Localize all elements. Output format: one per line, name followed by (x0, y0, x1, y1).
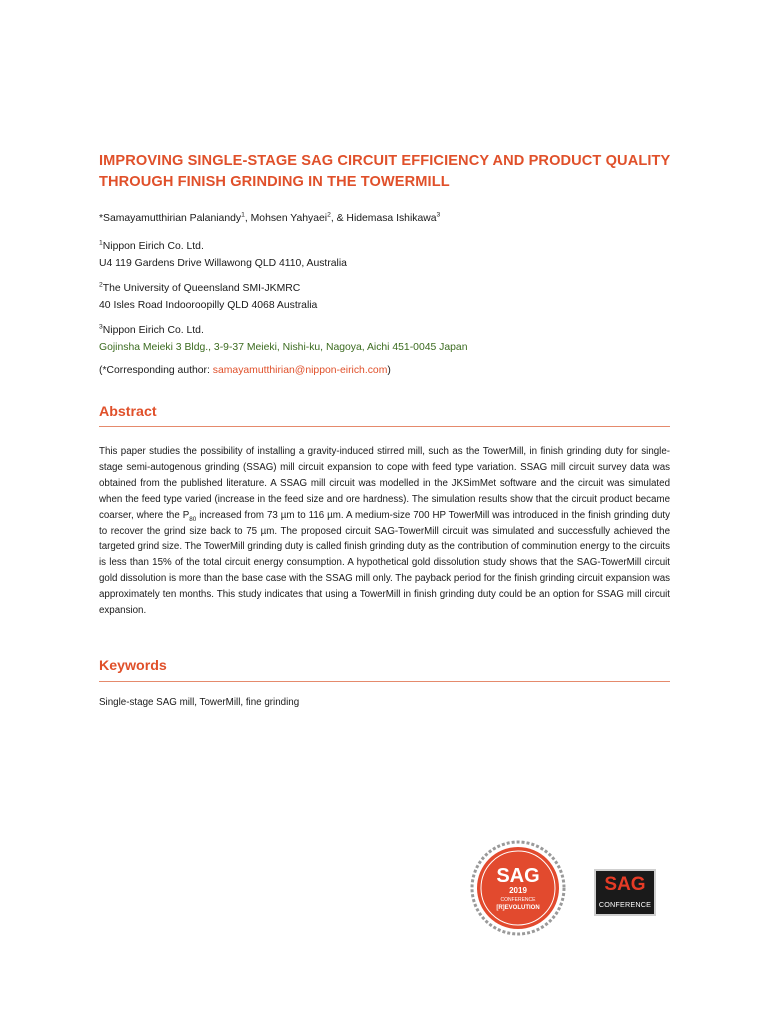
abstract-part-2: increased from 73 µm to 116 µm. A medium-size 700 HP TowerMill was introduced in the finish grinding duty to recover the grind size back to 75 µm. The proposed circuit SAG-TowerMill circuit was simulated and successfully achieved the targeted grind size. The TowerMill grinding duty is called finish grinding duty as the contribution of comminution energy to the circuits is less than 15% of the total circuit energy consumption. A hypothetical gold dissolution study shows that the SAG-TowerMill circuit gold dissolution is more than the base case with the SSAG mill only. The payback period for the finish grinding circuit expansion was approximately ten months. This study indicates that using a TowerMill in finish grinding duty could be an option for SSAG mill circuit expansion. (99, 509, 671, 617)
affiliation-2-address: 40 Isles Road Indooroopilly QLD 4068 Australia (99, 300, 318, 311)
corresponding-prefix: (*Corresponding author: (99, 365, 213, 376)
author-1-sup: 1 (241, 211, 245, 219)
corresponding-email-link[interactable]: samayamutthirian@nippon-eirich.com (212, 365, 388, 376)
affiliation-3-sup: 3 (99, 323, 103, 331)
affiliation-3-name: Nippon Eirich Co. Ltd. (102, 325, 204, 336)
author-2: , Mohsen Yahyaei (244, 213, 328, 224)
title-line-2: THROUGH FINISH GRINDING IN THE TOWERMILL (99, 174, 450, 190)
seal-year-text: 2019 (509, 886, 527, 895)
paper-title (99, 151, 679, 193)
affiliation-1-sup: 1 (99, 239, 103, 247)
corresponding-suffix: ) (387, 365, 391, 376)
author-3-sup: 3 (436, 211, 441, 219)
affiliation-2-name: The University of Queensland SMI-JKMRC (102, 283, 301, 294)
affiliation-3 (99, 322, 468, 356)
affiliation-2-sup: 2 (99, 281, 103, 289)
author-1: *Samayamutthirian Palaniandy (99, 213, 242, 224)
author-3: , & Hidemasa Ishikawa (330, 213, 437, 224)
keywords-heading: Keywords (99, 658, 167, 674)
sag-2019-conference-seal-logo (468, 838, 568, 938)
keywords-list: Single-stage SAG mill, TowerMill, fine grinding (99, 697, 300, 708)
author-list (99, 213, 440, 224)
seal-main-text: SAG (496, 865, 540, 887)
affiliation-2 (99, 280, 317, 314)
affiliation-1-address: U4 119 Gardens Drive Willawong QLD 4110, Australia (99, 258, 347, 269)
affiliation-1 (99, 238, 347, 272)
abstract-subscript: 80 (189, 515, 197, 523)
seal-line2-text: [R]EVOLUTION (496, 905, 540, 911)
abstract-rule (99, 426, 670, 427)
sag-conference-box-logo (594, 869, 656, 916)
box-logo-main-text: SAG (604, 874, 646, 895)
abstract-part-1: This paper studies the possibility of installing a gravity-induced stirred mill, such as the TowerMill, in finish grinding duty for single-stage semi-autogenous grinding (SSAG) mill circuit expansion to cope with feed type variation. SSAG mill circuit survey data was obtained from the published literature. A SSAG mill circuit was modelled in the JKSimMet software and the circuit was simulated when the feed type varied (increase in the feed size and ore hardness). The simulation results show that the circuit product became coarser, where the P (99, 446, 670, 521)
affiliation-3-address: Gojinsha Meieki 3 Bldg., 3-9-37 Meieki, Nishi-ku, Nagoya, Aichi 451-0045 Japan (99, 342, 468, 353)
box-logo-sub-text: CONFERENCE (598, 900, 652, 909)
keywords-rule (99, 681, 670, 682)
corresponding-author (99, 365, 391, 376)
title-line-1: IMPROVING SINGLE-STAGE SAG CIRCUIT EFFICIENCY AND PRODUCT QUALITY (99, 153, 671, 169)
affiliation-1-name: Nippon Eirich Co. Ltd. (102, 241, 204, 252)
abstract-text (99, 444, 670, 619)
seal-line1-text: CONFERENCE (500, 897, 536, 903)
author-2-sup: 2 (327, 211, 331, 219)
abstract-heading: Abstract (99, 404, 157, 420)
